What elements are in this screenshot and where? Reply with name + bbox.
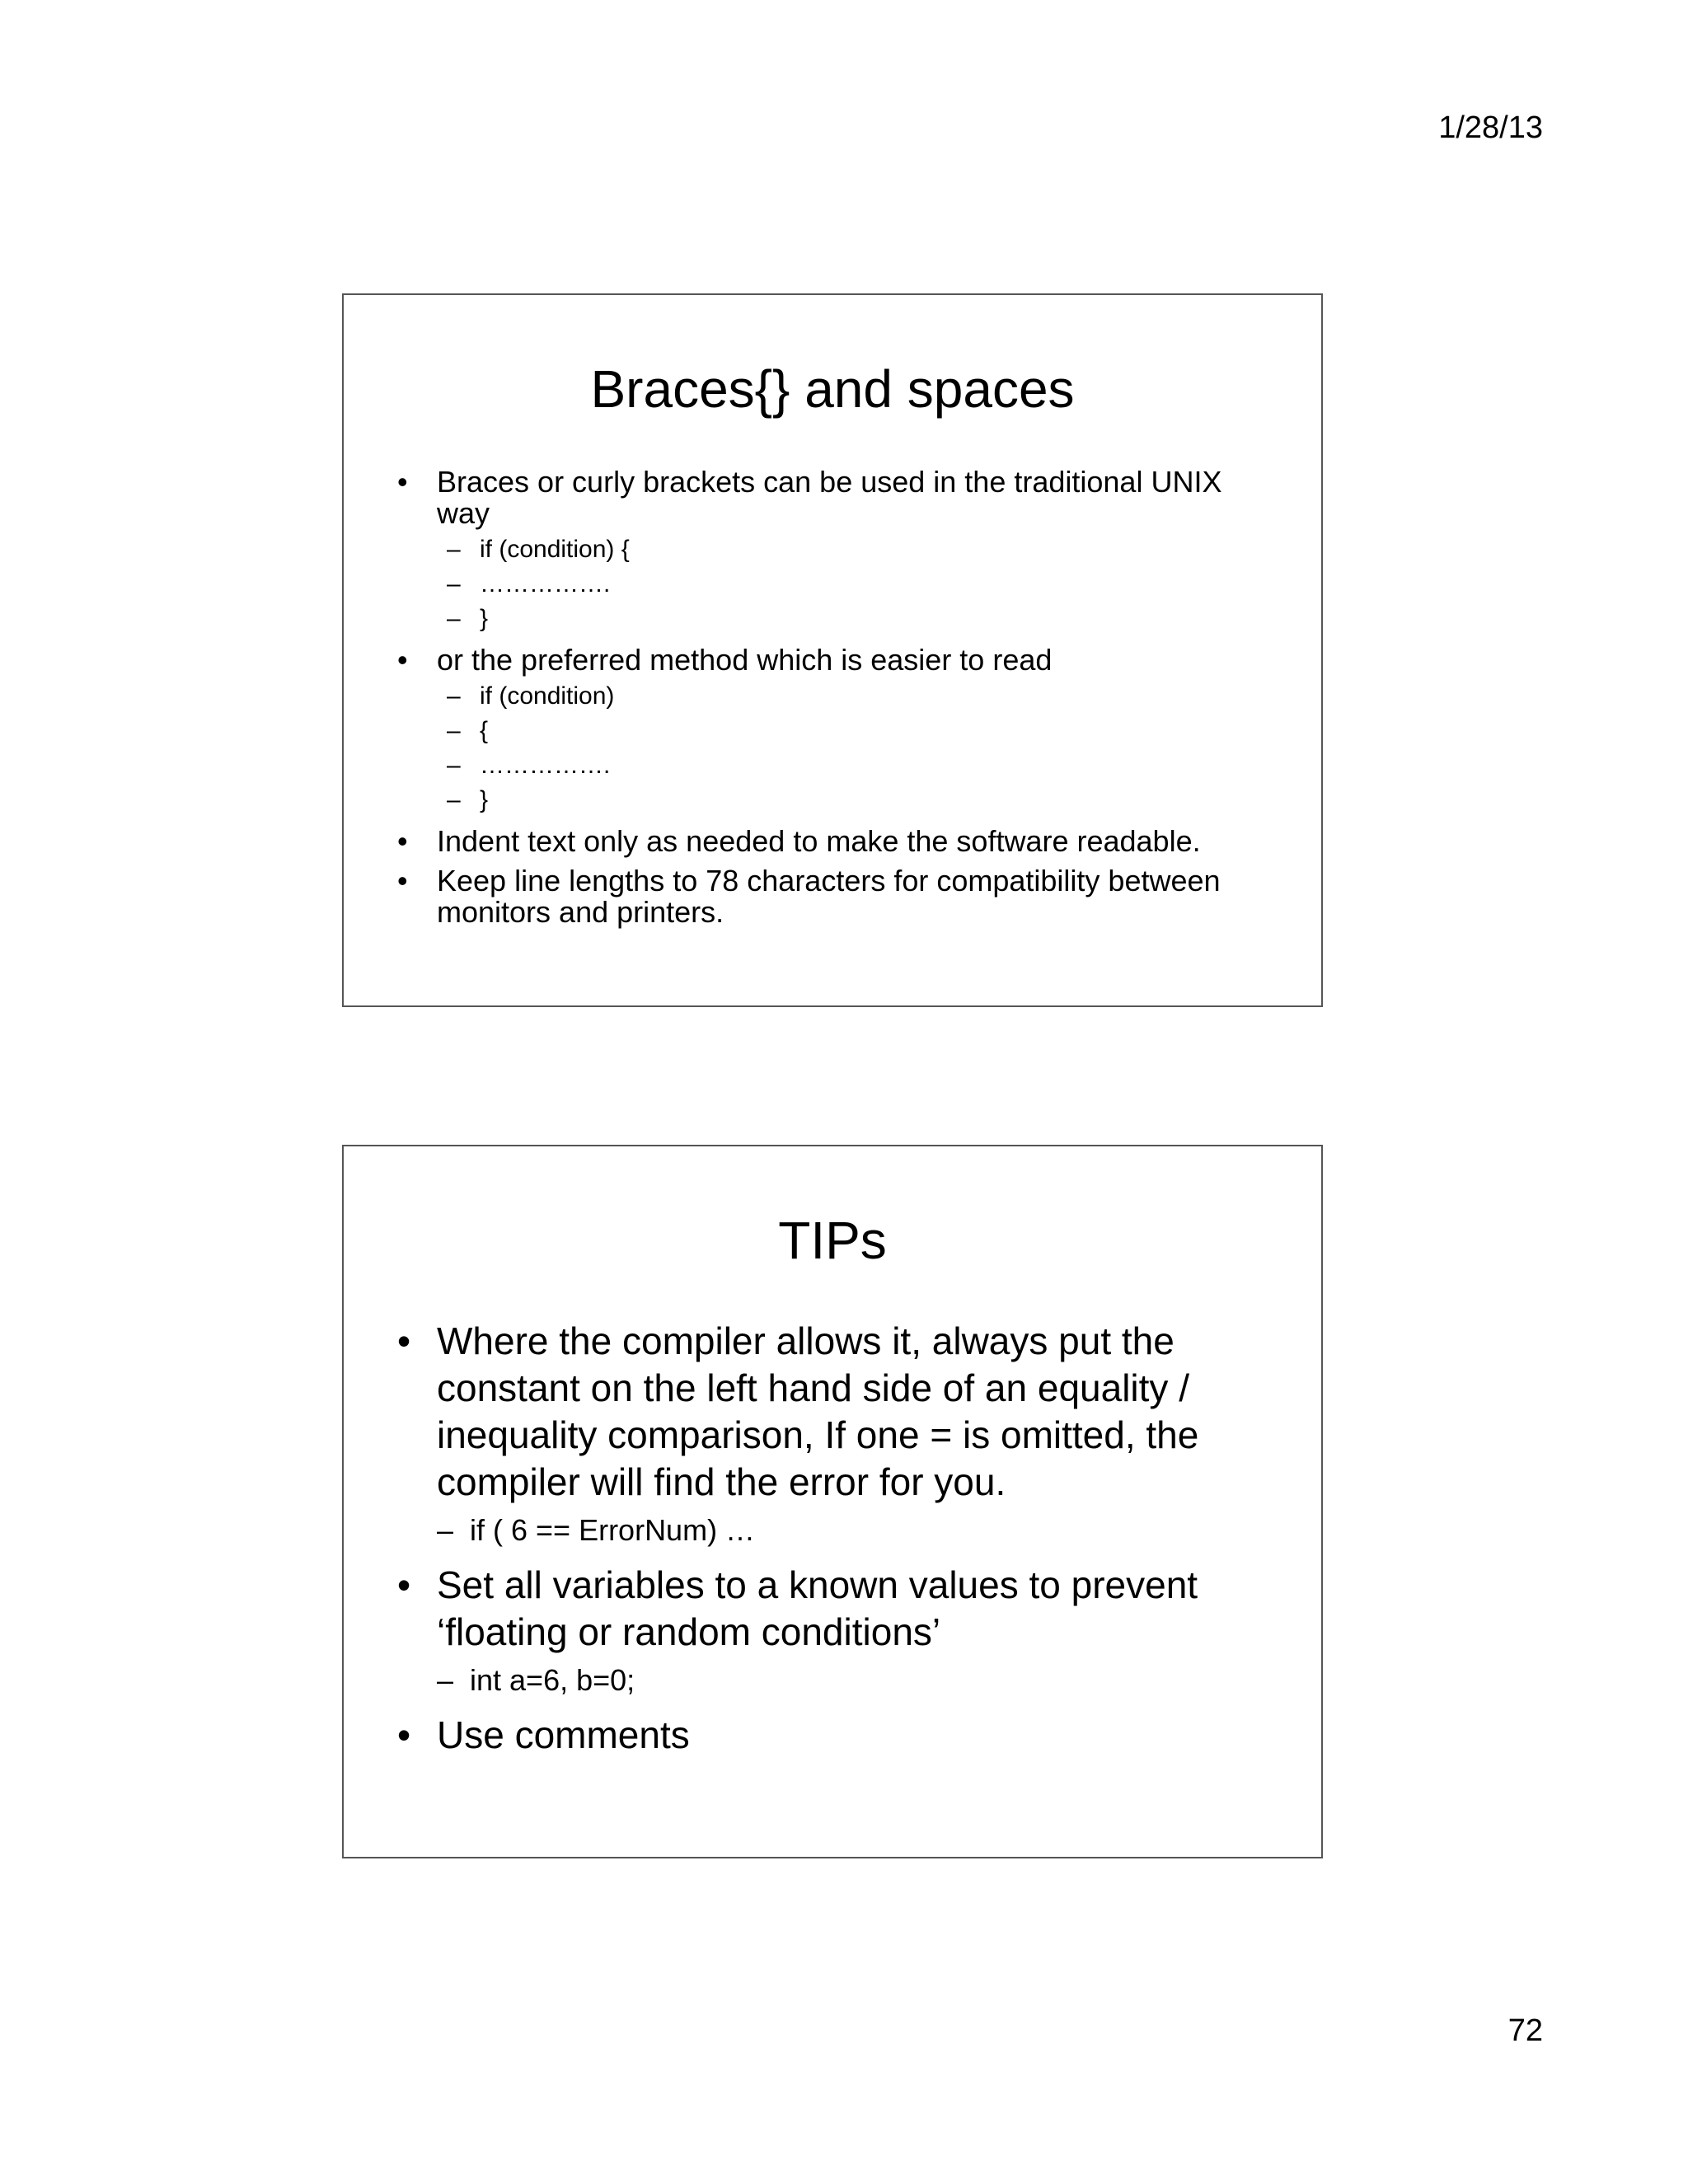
bullet-list xyxy=(344,466,1321,936)
sub-bullet-text: } xyxy=(480,786,489,813)
slide-tips xyxy=(342,1145,1323,1858)
dash-icon: – xyxy=(447,536,461,563)
bullet-item xyxy=(344,644,1321,818)
sub-bullet-item xyxy=(437,1659,1272,1702)
sub-bullet-text: { xyxy=(480,717,489,744)
dash-icon: – xyxy=(437,1663,454,1697)
sub-bullet-text: ……………. xyxy=(480,752,611,779)
dash-icon: – xyxy=(437,1513,454,1547)
sub-bullet-item xyxy=(437,783,1272,818)
bullet-text: Use comments xyxy=(437,1713,690,1756)
bullet-text: or the preferred method which is easier to read xyxy=(437,643,1053,677)
sub-bullet-list xyxy=(437,1509,1272,1552)
bullet-text: Indent text only as needed to make the software readable. xyxy=(437,824,1201,858)
bullet-dot-icon: • xyxy=(397,1713,411,1756)
sub-bullet-item xyxy=(437,748,1272,783)
slide-braces-and-spaces xyxy=(342,293,1323,1007)
sub-bullet-list xyxy=(437,679,1272,818)
sub-bullet-text: int a=6, b=0; xyxy=(470,1663,635,1697)
page-number: 72 xyxy=(1507,2013,1543,2048)
bullet-item xyxy=(344,1712,1321,1759)
bullet-dot-icon: • xyxy=(397,864,408,898)
sub-bullet-list xyxy=(437,532,1272,636)
bullet-text: Braces or curly brackets can be used in the traditional UNIX way xyxy=(437,465,1222,530)
sub-bullet-list xyxy=(437,1659,1272,1702)
dash-icon: – xyxy=(447,605,461,632)
bullet-dot-icon: • xyxy=(397,824,408,858)
bullet-item xyxy=(344,865,1321,928)
dash-icon: – xyxy=(447,752,461,779)
bullet-dot-icon: • xyxy=(397,1563,411,1606)
sub-bullet-item xyxy=(437,714,1272,748)
sub-bullet-text: if (condition) xyxy=(480,682,615,710)
slide-title: TIPs xyxy=(778,1211,887,1270)
sub-bullet-text: ……………. xyxy=(480,570,611,598)
bullet-text: Keep line lengths to 78 characters for compatibility between monitors and printers. xyxy=(437,864,1221,929)
bullet-item xyxy=(344,466,1321,636)
bullet-list xyxy=(344,1318,1321,1769)
sub-bullet-item xyxy=(437,602,1272,636)
bullet-item xyxy=(344,1562,1321,1702)
bullet-text: Where the compiler allows it, always put the constant on the left hand side of an equality / inequality comparison, If one = is omitted, the compiler will find the error for you. xyxy=(437,1319,1199,1503)
dash-icon: – xyxy=(447,717,461,744)
sub-bullet-text: if (condition) { xyxy=(480,536,630,563)
bullet-dot-icon: • xyxy=(397,1319,411,1362)
bullet-dot-icon: • xyxy=(397,643,408,677)
sub-bullet-item xyxy=(437,567,1272,602)
bullet-text: Set all variables to a known values to prevent ‘floating or random conditions’ xyxy=(437,1563,1198,1653)
dash-icon: – xyxy=(447,570,461,598)
sub-bullet-text: } xyxy=(480,605,489,632)
sub-bullet-item xyxy=(437,1509,1272,1552)
sub-bullet-item xyxy=(437,532,1272,567)
dash-icon: – xyxy=(447,786,461,813)
bullet-item xyxy=(344,1318,1321,1552)
bullet-dot-icon: • xyxy=(397,465,408,499)
sub-bullet-item xyxy=(437,679,1272,714)
dash-icon: – xyxy=(447,682,461,710)
sub-bullet-text: if ( 6 == ErrorNum) … xyxy=(470,1513,756,1547)
bullet-item xyxy=(344,826,1321,857)
page-date: 1/28/13 xyxy=(1438,110,1543,145)
slide-title: Braces{} and spaces xyxy=(590,359,1075,419)
